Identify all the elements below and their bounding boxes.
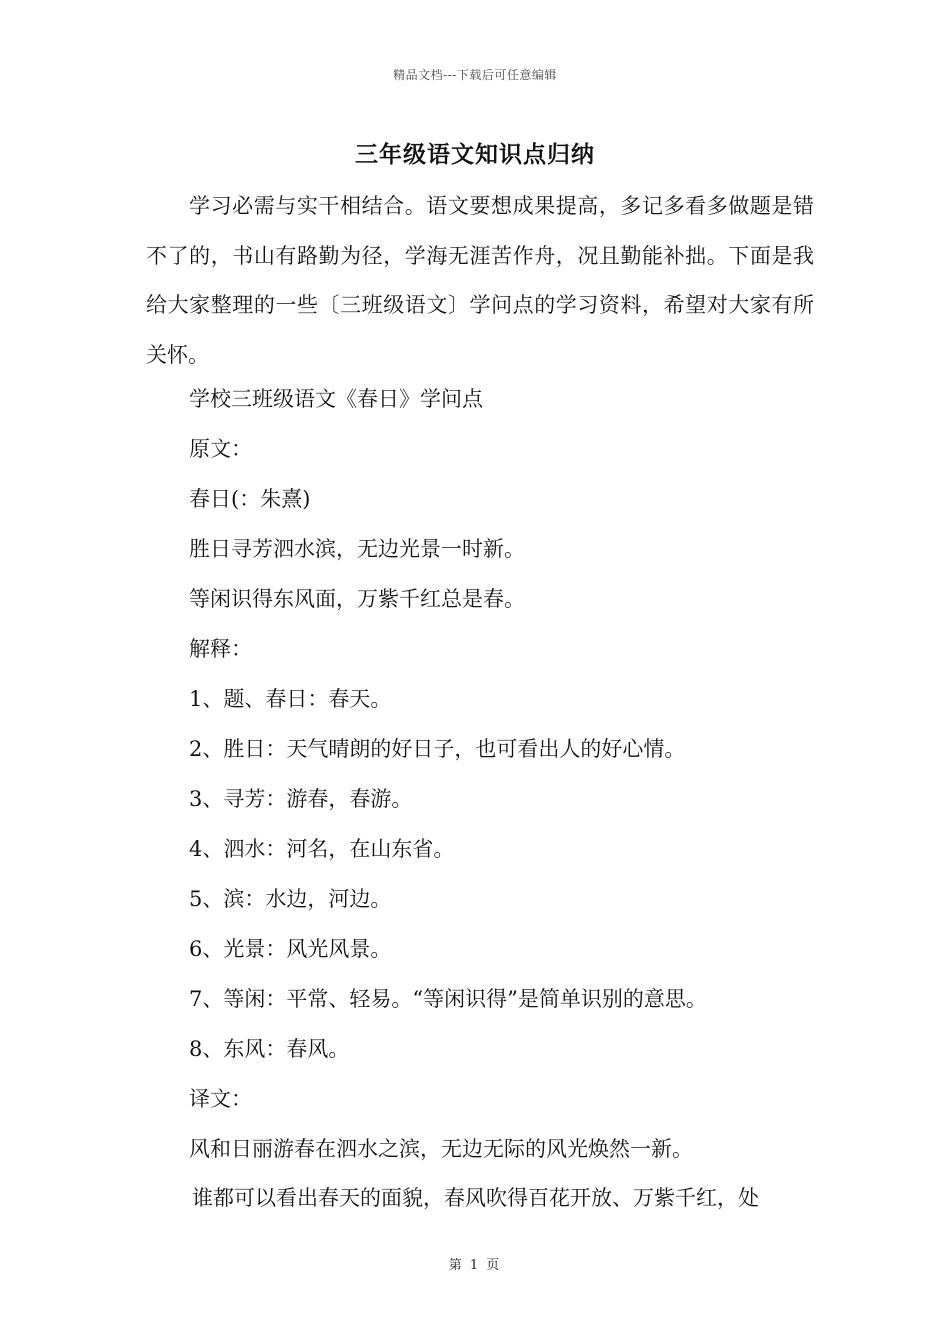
original-text-label: 原文：: [189, 437, 252, 461]
translation-line-1: 风和日丽游春在泗水之滨，无边无际的风光焕然一新。: [189, 1137, 693, 1161]
explanation-item-8: 8、东风：春风。: [189, 1037, 350, 1061]
explanation-label: 解释：: [189, 637, 252, 661]
page-number: 第 1 页: [448, 1258, 502, 1273]
intro-paragraph: 学习必需与实干相结合。语文要想成果提高，多记多看多做题是错不了的，书山有路勤为径，学海无涯苦作舟，况且勤能补拙。下面是我给大家整理的一些〔三班级语文〕学问点的学习资料，希望对大家有所关怀。: [146, 194, 814, 367]
translation-line-2: 谁都可以看出春天的面貌，春风吹得百花开放、万紫千红，处: [192, 1186, 759, 1210]
explanation-item-1: 1、题、春日：春天。: [189, 687, 392, 711]
section-heading: 学校三班级语文《春日》学问点: [189, 387, 483, 411]
poem-title: 春日(：朱熹): [189, 487, 311, 511]
translation-label: 译文：: [189, 1087, 252, 1111]
document-title: 三年级语文知识点归纳: [355, 141, 595, 168]
poem-line-1: 胜日寻芳泗水滨，无边光景一时新。: [189, 537, 525, 561]
explanation-item-2: 2、胜日：天气晴朗的好日子，也可看出人的好心情。: [189, 737, 686, 761]
header-note: 精品文档---下载后可任意编辑: [393, 68, 557, 82]
explanation-item-6: 6、光景：风光风景。: [189, 937, 392, 961]
explanation-item-3: 3、寻芳：游春，春游。: [189, 787, 413, 811]
explanation-item-7: 7、等闲：平常、轻易。“等闲识得”是简单识别的意思。: [189, 987, 707, 1011]
poem-line-2: 等闲识得东风面，万紫千红总是春。: [189, 587, 525, 611]
explanation-item-4: 4、泗水：河名，在山东省。: [189, 837, 455, 861]
explanation-item-5: 5、滨：水边，河边。: [189, 887, 392, 911]
